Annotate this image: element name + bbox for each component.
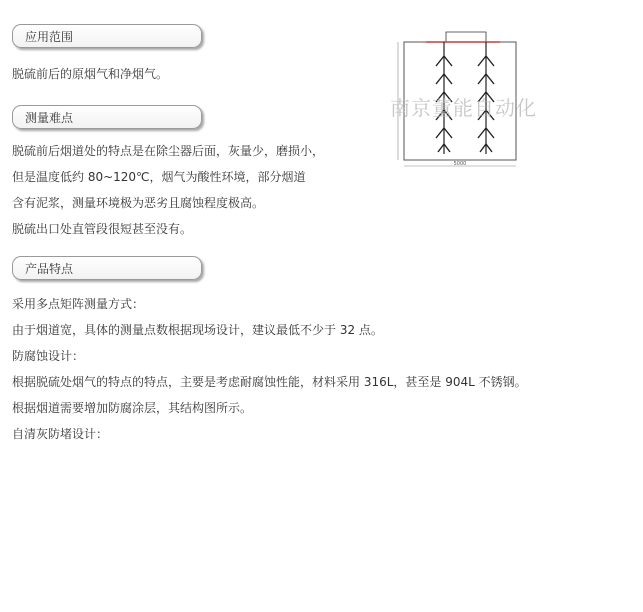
text-line: 根据烟道需要增加防腐涂层，其结构图所示。 [12,401,253,415]
section-header-features [12,256,202,280]
text-line: 脱硫出口处直管段很短甚至没有。 [12,222,193,236]
text-line: 自清灰防堵设计： [12,427,109,441]
section-title: 应用范围 [25,29,74,44]
section-header-difficulties [12,105,202,129]
features-paragraph [12,291,527,447]
text-line: 含有泥浆，测量环境极为恶劣且腐蚀程度极高。 [12,196,265,210]
section-title: 产品特点 [25,261,74,276]
text-line: 由于烟道宽，具体的测量点数根据现场设计，建议最低不少于 32 点。 [12,323,383,337]
watermark-text: 南京董能自动化 [390,96,537,120]
text-line: 防腐蚀设计： [12,349,85,363]
text-line: 采用多点矩阵测量方式： [12,297,145,311]
section-title: 测量难点 [25,110,74,125]
outlet-connector [446,32,486,42]
application-paragraph [12,61,168,87]
section-header-application [12,24,202,48]
text-line: 但是温度低约 80~120℃，烟气为酸性环境，部分烟道 [12,170,306,184]
text-line: 脱硫前后的原烟气和净烟气。 [12,67,169,81]
text-line: 根据脱硫处烟气的特点的特点，主要是考虑耐腐蚀性能，材料采用 316L，甚至是 904L 不锈钢。 [12,375,527,389]
width-dimension-label: 5000 [453,161,467,167]
text-line: 脱硫前后烟道处的特点是在除尘器后面，灰量少，磨损小， [12,144,325,158]
difficulties-paragraph [12,138,324,242]
